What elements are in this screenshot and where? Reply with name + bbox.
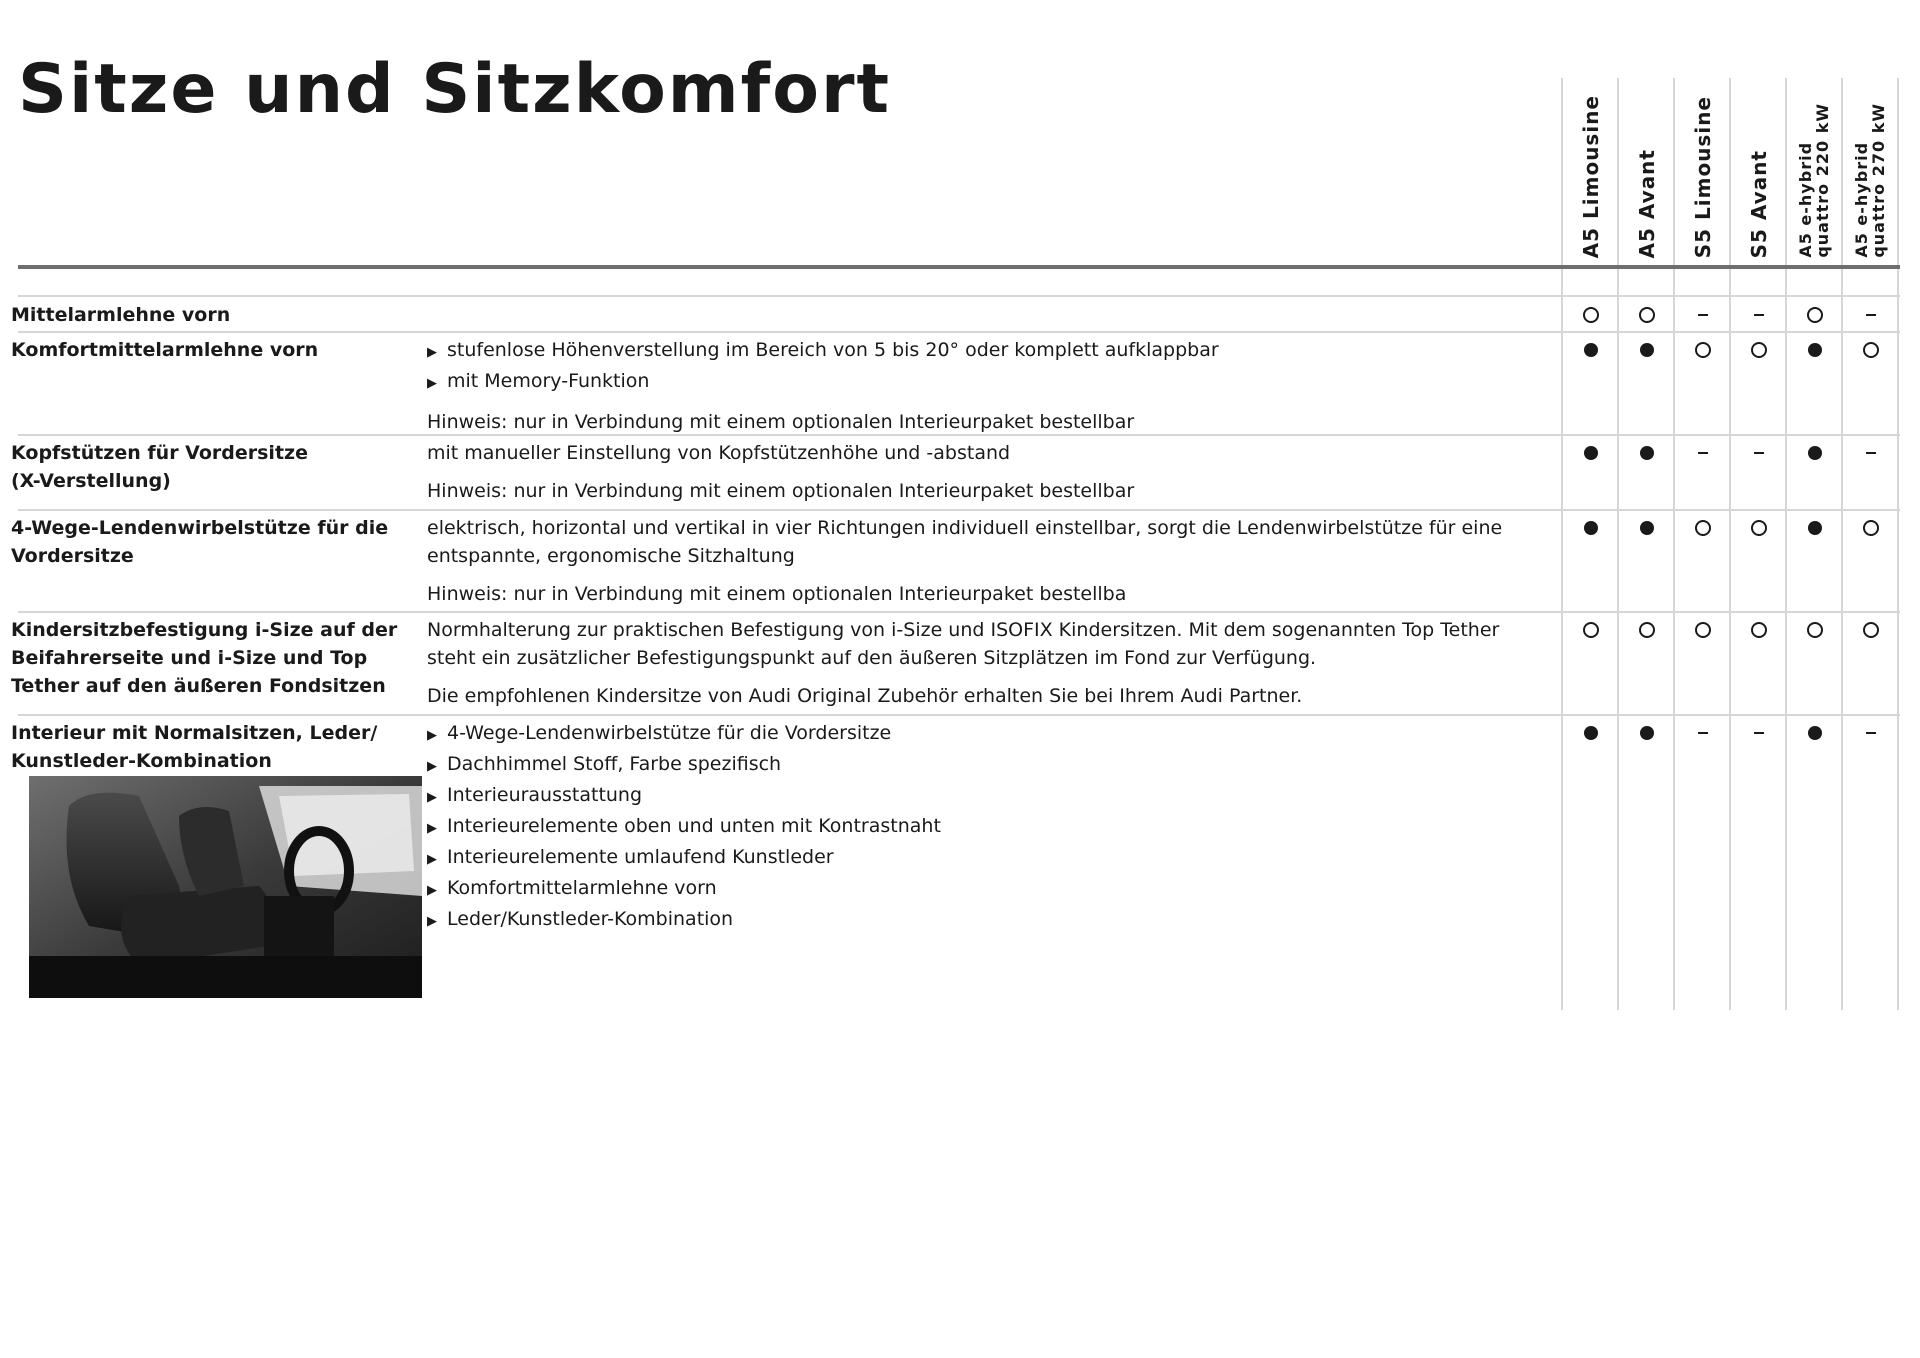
standard-dot-icon <box>1584 446 1598 460</box>
availability-cell <box>1731 439 1787 467</box>
standard-dot-icon <box>1808 343 1822 357</box>
availability-cell <box>1843 514 1899 542</box>
not-available-dash-icon <box>1754 732 1764 734</box>
availability-cell <box>1675 719 1731 747</box>
bullet-item: ▶ 4-Wege-Lendenwirbelstütze für die Vordersitze <box>427 719 1552 750</box>
row-divider <box>18 611 1900 613</box>
availability-cell <box>1731 301 1787 329</box>
row-divider <box>18 509 1900 511</box>
availability-cell <box>1675 616 1731 644</box>
availability-cell <box>1731 719 1787 747</box>
not-available-dash-icon <box>1698 732 1708 734</box>
standard-dot-icon <box>1808 446 1822 460</box>
variant-header: S5 Avant <box>1746 149 1771 258</box>
header-rule <box>18 265 1900 269</box>
feature-label: Kindersitzbefestigung i-Size auf der Beifahrerseite und i-Size und Top Tether auf den äußeren Fondsitzen <box>11 619 398 697</box>
availability-cell <box>1843 616 1899 644</box>
feature-label: Komfortmittelarmlehne vorn <box>11 339 319 361</box>
feature-label: 4-Wege-Lendenwirbelstütze für die Vordersitze <box>11 517 389 567</box>
availability-cell <box>1619 336 1675 364</box>
bullet-item: ▶ Leder/Kunstleder-Kombination <box>427 905 1552 936</box>
feature-label: Kopfstützen für Vordersitze (X-Verstellung) <box>11 442 308 492</box>
bullet-item: ▶ Interieurelemente oben und unten mit Kontrastnaht <box>427 812 1552 843</box>
bullet-triangle-icon: ▶ <box>427 376 437 391</box>
note-text: Hinweis: nur in Verbindung mit einem optionalen Interieurpaket bestellba <box>427 583 1127 605</box>
not-available-dash-icon <box>1866 732 1876 734</box>
availability-cell <box>1787 439 1843 467</box>
availability-cell <box>1619 719 1675 747</box>
availability-cell <box>1787 514 1843 542</box>
bullet-item: ▶ Dachhimmel Stoff, Farbe spezifisch <box>427 750 1552 781</box>
optional-ring-icon <box>1639 307 1655 323</box>
optional-ring-icon <box>1863 520 1879 536</box>
standard-dot-icon <box>1640 446 1654 460</box>
availability-cell <box>1675 439 1731 467</box>
row-divider <box>18 331 1900 333</box>
optional-ring-icon <box>1751 520 1767 536</box>
standard-dot-icon <box>1808 726 1822 740</box>
availability-cell <box>1787 301 1843 329</box>
availability-cell <box>1619 301 1675 329</box>
standard-dot-icon <box>1640 343 1654 357</box>
standard-dot-icon <box>1584 521 1598 535</box>
availability-cell <box>1675 336 1731 364</box>
note-text: Hinweis: nur in Verbindung mit einem optionalen Interieurpaket bestellbar <box>427 411 1135 433</box>
bullet-triangle-icon: ▶ <box>427 790 437 805</box>
note-text: Die empfohlenen Kindersitze von Audi Original Zubehör erhalten Sie bei Ihrem Audi Partner. <box>427 685 1303 707</box>
availability-cell <box>1787 616 1843 644</box>
variant-header: S5 Limousine <box>1690 95 1715 258</box>
optional-ring-icon <box>1751 622 1767 638</box>
bullet-triangle-icon: ▶ <box>427 883 437 898</box>
optional-ring-icon <box>1807 307 1823 323</box>
car-interior-seat-photo <box>29 776 422 998</box>
feature-description <box>427 336 1552 436</box>
standard-dot-icon <box>1584 343 1598 357</box>
availability-cell <box>1731 514 1787 542</box>
not-available-dash-icon <box>1698 314 1708 316</box>
feature-label: Mittelarmlehne vorn <box>11 304 231 326</box>
availability-cell <box>1563 514 1619 542</box>
optional-ring-icon <box>1863 342 1879 358</box>
page-title: Sitze und Sitzkomfort <box>18 50 892 129</box>
availability-cell <box>1843 301 1899 329</box>
availability-cell <box>1787 336 1843 364</box>
availability-cell <box>1619 439 1675 467</box>
availability-cell <box>1675 514 1731 542</box>
not-available-dash-icon <box>1754 452 1764 454</box>
variant-header: A5 Avant <box>1634 148 1659 258</box>
availability-cell <box>1843 336 1899 364</box>
bullet-item: ▶ Interieurelemente umlaufend Kunstleder <box>427 843 1552 874</box>
availability-cell <box>1731 616 1787 644</box>
bullet-item: ▶ stufenlose Höhenverstellung im Bereich von 5 bis 20° oder komplett aufklappbar <box>427 336 1552 367</box>
optional-ring-icon <box>1639 622 1655 638</box>
standard-dot-icon <box>1640 521 1654 535</box>
bullet-triangle-icon: ▶ <box>427 728 437 743</box>
bullet-triangle-icon: ▶ <box>427 914 437 929</box>
bullet-item: ▶ Komfortmittelarmlehne vorn <box>427 874 1552 905</box>
availability-cell <box>1731 336 1787 364</box>
optional-ring-icon <box>1583 307 1599 323</box>
bullet-triangle-icon: ▶ <box>427 345 437 360</box>
availability-cell <box>1563 616 1619 644</box>
feature-description: elektrisch, horizontal und vertikal in vier Richtungen individuell einstellbar, sorgt die Lendenwirbelstütze für eine entspannte, ergonomische Sitzhaltung Hinweis: nur in Verbindung mit einem optionalen Interieurpaket bestellba <box>427 514 1552 608</box>
feature-description: mit manueller Einstellung von Kopfstützenhöhe und -abstand Hinweis: nur in Verbindung mit einem optionalen Interieurpaket bestellbar <box>427 439 1552 505</box>
standard-dot-icon <box>1584 726 1598 740</box>
feature-label: Interieur mit Normalsitzen, Leder/ Kunstleder-Kombination <box>11 722 378 772</box>
availability-cell <box>1563 719 1619 747</box>
feature-description: Normhalterung zur praktischen Befestigung von i-Size und ISOFIX Kindersitzen. Mit dem sogenannten Top Tether steht ein zusätzlicher Befestigungspunkt auf den äußeren Sitzplätzen im Fond zur Verfügung. Die empfohlenen Kindersitze von Audi Original Zubehör erhalten Sie bei Ihrem Audi Partner. <box>427 616 1552 710</box>
not-available-dash-icon <box>1866 314 1876 316</box>
not-available-dash-icon <box>1698 452 1708 454</box>
feature-description <box>427 719 1552 936</box>
optional-ring-icon <box>1695 342 1711 358</box>
availability-cell <box>1787 719 1843 747</box>
availability-cell <box>1619 616 1675 644</box>
availability-cell <box>1843 439 1899 467</box>
variant-header: A5 Limousine <box>1578 94 1603 258</box>
note-text: Hinweis: nur in Verbindung mit einem optionalen Interieurpaket bestellbar <box>427 480 1135 502</box>
availability-cell <box>1563 301 1619 329</box>
availability-cell <box>1675 301 1731 329</box>
row-divider <box>18 714 1900 716</box>
not-available-dash-icon <box>1754 314 1764 316</box>
bullet-triangle-icon: ▶ <box>427 852 437 867</box>
bullet-triangle-icon: ▶ <box>427 759 437 774</box>
optional-ring-icon <box>1807 622 1823 638</box>
optional-ring-icon <box>1695 622 1711 638</box>
availability-cell <box>1843 719 1899 747</box>
bullet-item: ▶ Interieurausstattung <box>427 781 1552 812</box>
optional-ring-icon <box>1863 622 1879 638</box>
row-divider <box>18 295 1900 297</box>
availability-cell <box>1619 514 1675 542</box>
standard-dot-icon <box>1640 726 1654 740</box>
availability-cell <box>1563 439 1619 467</box>
bullet-item: ▶ mit Memory-Funktion <box>427 367 1552 398</box>
variant-header: A5 e-hybrid quattro 220 kW <box>1796 103 1832 258</box>
not-available-dash-icon <box>1866 452 1876 454</box>
optional-ring-icon <box>1751 342 1767 358</box>
availability-cell <box>1563 336 1619 364</box>
variant-header: A5 e-hybrid quattro 270 kW <box>1852 103 1888 258</box>
standard-dot-icon <box>1808 521 1822 535</box>
optional-ring-icon <box>1695 520 1711 536</box>
bullet-triangle-icon: ▶ <box>427 821 437 836</box>
optional-ring-icon <box>1583 622 1599 638</box>
